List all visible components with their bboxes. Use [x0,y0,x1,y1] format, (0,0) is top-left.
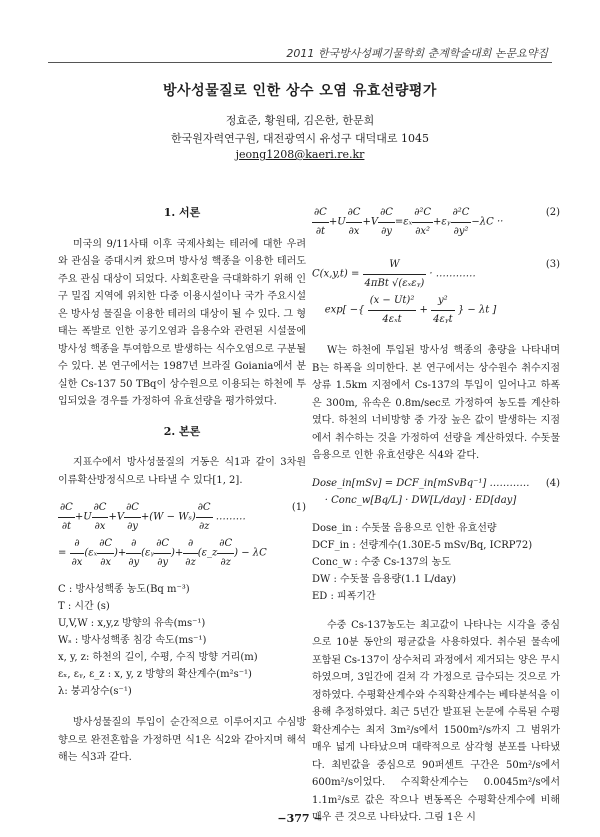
def-item: DCF_in : 선량계수(1.30E-5 mSv/Bq, ICRP72) [312,539,533,551]
affiliation: 한국원자력연구원, 대전광역시 유성구 대덕대로 1045 [171,132,429,145]
right-column [312,200,560,837]
equation-3-number: (3) [545,259,560,270]
author-email[interactable]: jeong1208@kaeri.re.kr [235,148,365,161]
right-paragraph-1: W는 하천에 투입된 방사성 핵종의 총량을 나타내며 B는 하폭을 의미한다. 본 연구에서는 상수원수 취수지점 상류 1.5km 지점에서 Cs-137의 투입이 일어나고 하폭은 300m, 유속은 0.8m/sec로 가정하여 농도를 계산하였다. 하천의 너비방향 중 가장 높은 값이 발생하는 지점에서 취수하는 것을 가정하여 선량을 계산하였다. 수돗물 음용으로 인한 유효선량은 식4와 같다. [312,345,560,461]
variable-definitions-right [312,520,560,605]
def-item: λ: 붕괴상수(s⁻¹) [58,686,132,697]
def-item: x, y, z: 하천의 길이, 수평, 수직 방향 거리(m) [58,652,258,663]
section-main-heading: 2. 본론 [163,424,201,438]
def-item: Conc_w : 수중 Cs-137의 농도 [312,556,451,568]
left-column [58,200,306,777]
def-item: εₓ, εᵧ, ε_z : x, y, z 방향의 확산계수(m²s⁻¹) [58,669,252,680]
equation-1: $\frac{\partial C}{\partial t}$ +U $\frac{\partial C}{\partial x}$ +V $\frac{\partial C}{\partial y}$ +(W − Wₛ) $\frac{\partial C}{\partial z}$ ……… (1) = $\frac{\partial}{\partial x}$ (εₓ $\frac{\partial C}{\partial x}$ )+ $\frac{\partial}{\partial y}$ (εᵧ $\frac{\partial C}{\partial y}$ )+ $\frac{\partial}{\partial z}$ (ε_z $\frac{\partial C}{\partial z}$ ) − λC [58,499,306,571]
variable-definitions-left [58,581,306,700]
authors: 정효준, 황원태, 김은한, 한문희 [225,114,375,127]
equation-1-number: (1) [291,502,306,513]
intro-paragraph: 미국의 9/11사태 이후 국제사회는 테러에 대한 우려와 관심을 증대시켜 왔으며 방사성 핵종을 이용한 테러도 주요 관심 대상이 되었다. 사회혼란을 극대화하기 위해 인구 밀집 지역에 위치한 다중 이용시설이나 국가 주요시설은 방사성 물질을 이용한 테러의 대상이 될 수 있다. 그 형태는 폭발로 인한 공기오염과 음용수와 관련된 시설물에 방사성 핵종을 투여함으로 발생하는 식수오염으로 구분될 수 있다. 본 연구에서는 1987년 브라질 Goiania에서 분실한 Cs-137 50 TBq이 상수원으로 이용되는 하천에 투입되었을 경우를 가정하여 유효선량을 평가하였다. [58,238,306,407]
equation-4-number: (4) [545,477,560,489]
main-paragraph-2: 방사성물질의 투입이 순간적으로 이루어지고 수심방향으로 완전혼합을 가정하면 식1은 식2와 같아지며 해석해는 식3과 같다. [58,717,306,763]
def-item: DW : 수돗물 음용량(1.1 L/day) [312,573,457,585]
header-rule [48,62,552,63]
def-item: Dose_in : 수돗물 음용으로 인한 유효선량 [312,522,497,534]
equation-4: Dose_in[mSv] = DCF_in[mSvBq⁻¹] ………… (4) · Conc_w[Bq/L] · DW[L/day] · ED[day] [312,475,560,510]
main-paragraph-1: 지표수에서 방사성물질의 거동은 식1과 같이 3차원 이류확산방정식으로 나타낼 수 있다[1, 2]. [58,457,306,486]
def-item: ED : 피폭기간 [312,590,376,602]
equation-2: $\frac{\partial C}{\partial t}$ +U $\frac{\partial C}{\partial x}$ +V $\frac{\partial C}{\partial y}$ =εₓ $\frac{\text{∂²C}}{\text{∂x²}}$ +εᵧ $\frac{\text{∂²C}}{\text{∂y²}}$ −λC ·· (2) [312,204,560,240]
def-item: Wₛ : 방사성핵종 침강 속도(ms⁻¹) [58,635,207,646]
def-item: U,V,W : x,y,z 방향의 유속(ms⁻¹) [58,618,206,629]
def-item: C : 방사성핵종 농도(Bq m⁻³) [58,584,190,595]
def-item: T : 시간 (s) [58,601,110,612]
right-paragraph-2: 수중 Cs-137농도는 최고값이 나타나는 시각을 중심으로 10분 동안의 평균값을 사용하였다. 취수된 물속에 포함된 Cs-137이 상수처리 과정에서 제거되는 양은 무시하였으며, 3일간에 걸쳐 각 가정으로 급수되는 것으로 가정하였다. 수평확산계수와 수직확산계수는 베타분석을 이용해 추정하였다. 최근 5년간 발표된 논문에 수록된 수평확산계수는 최저 3m²/s에서 1500m²/s까지 그 범위가 매우 넓게 나타났으며 대략적으로 삼각형 분포를 나타냈다. 최빈값을 중심으로 90퍼센트 구간은 50m²/s에서 600m²/s이었다. 수직확산계수는 0.0045m²/s에서 1.1m²/s로 값은 작으나 변동폭은 수평확산계수에 비해 매우 큰 것으로 나타났다. 그림 1은 시 [312,619,560,823]
running-header: 2011 한국방사성폐기물학회 춘계학술대회 논문요약집 [286,47,548,60]
equation-2-number: (2) [545,207,560,218]
section-intro-heading: 1. 서론 [163,206,201,219]
paper-title: 방사성물질로 인한 상수 오염 유효선량평가 [163,83,437,99]
equation-3: C(x,y,t) = $\frac{W}{\text{4πBt √(εₓεᵧ)}}$ · ………… (3) exp[ −{ $\frac{\text{(x − Ut)²}}{\text{4εₓt}}$ + $\frac{\text{y²}}{\text{4εᵧt}}$ } − λt ] [312,256,560,328]
page-number: −377 − [277,812,323,825]
